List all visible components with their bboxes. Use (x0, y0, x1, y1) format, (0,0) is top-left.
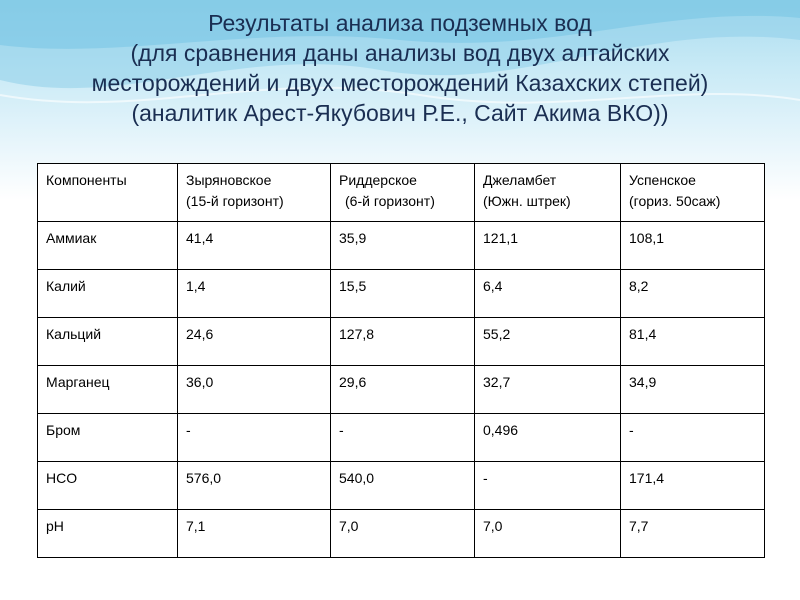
table-cell-value: 34,9 (621, 366, 765, 414)
table-row (38, 414, 765, 462)
table-cell-value: 108,1 (621, 222, 765, 270)
page-title (20, 8, 780, 128)
header-label: Риддерское (339, 172, 417, 188)
table-cell-component: Кальций (38, 318, 178, 366)
table-row (38, 270, 765, 318)
table-cell-value: - (475, 462, 621, 510)
table-row (38, 222, 765, 270)
table-row (38, 510, 765, 558)
table-cell-value: 0,496 (475, 414, 621, 462)
table-cell-value: 1,4 (178, 270, 331, 318)
header-sublabel: (Южн. штрек) (483, 193, 571, 209)
table-cell-component: Марганец (38, 366, 178, 414)
table-cell-value: 81,4 (621, 318, 765, 366)
table-cell-component: HCO (38, 462, 178, 510)
header-label: Компоненты (46, 172, 127, 188)
table-header-row (38, 164, 765, 222)
table-cell-value: 35,9 (331, 222, 475, 270)
table-cell-value: 576,0 (178, 462, 331, 510)
title-line: (для сравнения даны анализы вод двух алтайских (130, 40, 670, 66)
groundwater-analysis-table (37, 163, 765, 558)
header-sublabel: (15-й горизонт) (186, 193, 284, 209)
title-line: (аналитик Арест-Якубович Р.Е., Сайт Акима ВКО)) (131, 100, 669, 126)
table-cell-component: Бром (38, 414, 178, 462)
table-cell-value: 7,1 (178, 510, 331, 558)
table-cell-value: 8,2 (621, 270, 765, 318)
table-cell-value: 171,4 (621, 462, 765, 510)
table-row (38, 462, 765, 510)
table-cell-component: Калий (38, 270, 178, 318)
table-cell-value: 7,0 (475, 510, 621, 558)
header-cell-components (38, 164, 178, 222)
table-cell-value: 540,0 (331, 462, 475, 510)
table-cell-value: 41,4 (178, 222, 331, 270)
table-cell-value: 6,4 (475, 270, 621, 318)
table-cell-value: 29,6 (331, 366, 475, 414)
table-cell-value: - (331, 414, 475, 462)
table-row (38, 366, 765, 414)
table-cell-value: - (178, 414, 331, 462)
table-cell-value: 7,0 (331, 510, 475, 558)
header-cell-uspenskoe (621, 164, 765, 222)
table-cell-value: 15,5 (331, 270, 475, 318)
table-cell-value: - (621, 414, 765, 462)
table-cell-value: 55,2 (475, 318, 621, 366)
title-line: Результаты анализа подземных вод (208, 10, 592, 36)
table-cell-value: 24,6 (178, 318, 331, 366)
table-cell-value: 121,1 (475, 222, 621, 270)
header-sublabel: (6-й горизонт) (345, 193, 435, 209)
header-cell-ridderskoe (331, 164, 475, 222)
table-cell-value: 32,7 (475, 366, 621, 414)
table-cell-component: Аммиак (38, 222, 178, 270)
header-cell-dzhelambet (475, 164, 621, 222)
header-label: Джеламбет (483, 172, 557, 188)
table-row (38, 318, 765, 366)
title-line: месторождений и двух месторождений Казахских степей) (91, 70, 709, 96)
header-cell-zyryanovskoe (178, 164, 331, 222)
table-cell-value: 36,0 (178, 366, 331, 414)
header-label: Успенское (629, 172, 696, 188)
table-cell-component: pH (38, 510, 178, 558)
header-label: Зыряновское (186, 172, 272, 188)
table-cell-value: 7,7 (621, 510, 765, 558)
header-sublabel: (гориз. 50саж) (629, 193, 721, 209)
table-cell-value: 127,8 (331, 318, 475, 366)
